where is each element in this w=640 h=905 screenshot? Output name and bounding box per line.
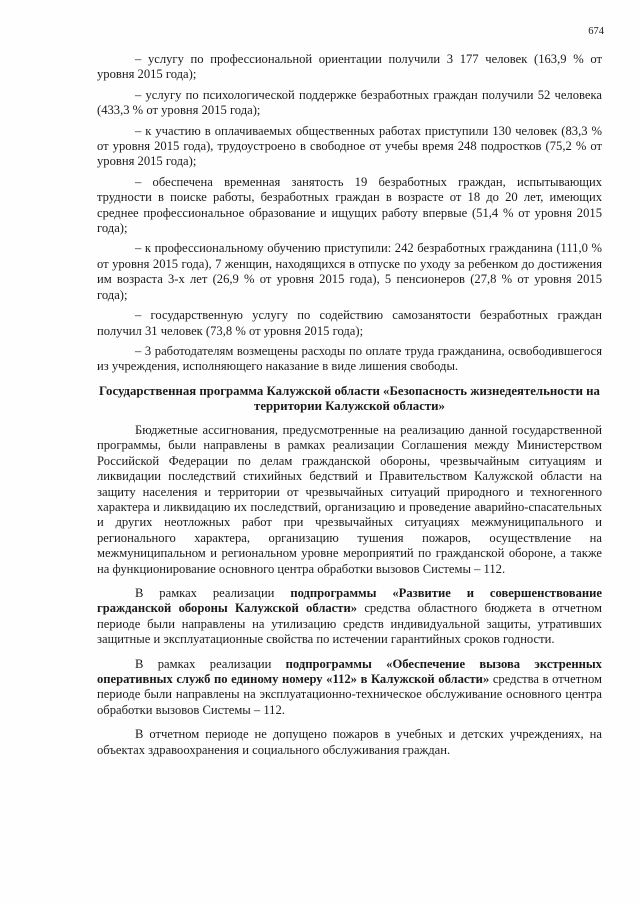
list-item: – государственную услугу по содействию самозанятости безработных граждан получил 31 человек (73,8 % от уровня 2015 года); xyxy=(97,308,602,338)
paragraph-subprogram-civil-defense xyxy=(97,586,602,648)
paragraph-rest: средства в отчетном периоде были направлены на эксплуатационно-техническое обслуживание основного центра обработки вызовов Системы – 112. xyxy=(97,672,602,717)
subprogram-title: подпрограммы «Обеспечение вызова экстренных оперативных служб по единому номеру «112» в Калужской области» xyxy=(97,656,602,686)
paragraph-final: В отчетном периоде не допущено пожаров в учебных и детских учреждениях, на объектах здравоохранения и социального обслуживания граждан. xyxy=(97,727,602,757)
page-number: 674 xyxy=(588,26,604,37)
subprogram-title: подпрограммы «Развитие и совершенствование гражданской обороны Калужской области» xyxy=(97,585,602,616)
document-body xyxy=(97,52,602,763)
paragraph-budget: Бюджетные ассигнования, предусмотренные на реализацию данной государственной программы, были направлены в рамках реализации Соглашения между Министерством Российской Федерации по делам гражданской обороны, чрезвычайным ситуациям и ликвидации последствий стихийных бедствий и Правительством Калужской области на защиту населения и территории от чрезвычайных ситуаций природного и техногенного характера и ликвидацию их последствий, организацию и проведение аварийно-спасательных и других неотложных работ при чрезвычайных ситуациях межмуниципального и регионального характера, организацию тушения пожаров, осуществление на межмуниципальном и региональном уровне мероприятий по гражданской обороне, а также на функционирование основного центра обработки вызовов Системы – 112. xyxy=(97,422,602,576)
section-heading: Государственная программа Калужской области «Безопасность жизнедеятельности на территории Калужской области» xyxy=(99,383,600,414)
list-item: – 3 работодателям возмещены расходы по оплате труда гражданина, освободившегося из учреждения, исполняющего наказание в виде лишения свободы. xyxy=(97,343,602,374)
list-item: – услугу по профессиональной ориентации получили 3 177 человек (163,9 % от уровня 2015 года); xyxy=(97,52,602,82)
paragraph-lead: В рамках реализации xyxy=(135,656,286,671)
paragraph-rest: средства областного бюджета в отчетном периоде были направлены на утилизацию средств индивидуальной защиты, утративших защитные и эксплуатационные свойства по истечении гарантийных сроков годности. xyxy=(97,601,602,647)
list-item: – обеспечена временная занятость 19 безработных граждан, испытывающих трудности в поиске работы, безработных граждан в возрасте от 18 до 20 лет, имеющих среднее профессиональное образование и ищущих работу впервые (51,4 % от уровня 2015 года); xyxy=(97,174,602,236)
paragraph-lead: В рамках реализации xyxy=(135,585,291,600)
list-item: – к профессиональному обучению приступили: 242 безработных гражданина (111,0 % от уровня 2015 года), 7 женщин, находящихся в отпуске по уходу за ребенком до достижения им возраста 3-х лет (26,9 % от уровня 2015 года), 5 пенсионеров (27,8 % от уровня 2015 года); xyxy=(97,241,602,302)
paragraph-subprogram-112 xyxy=(97,657,602,719)
list-item: – к участию в оплачиваемых общественных работах приступили 130 человек (83,3 % от уровня 2015 года), трудоустроено в свободное от учебы время 248 подростков (75,2 % от уровня 2015 года); xyxy=(97,123,602,169)
list-item: – услугу по психологической поддержке безработных граждан получили 52 человека (433,3 % от уровня 2015 года); xyxy=(97,87,602,118)
